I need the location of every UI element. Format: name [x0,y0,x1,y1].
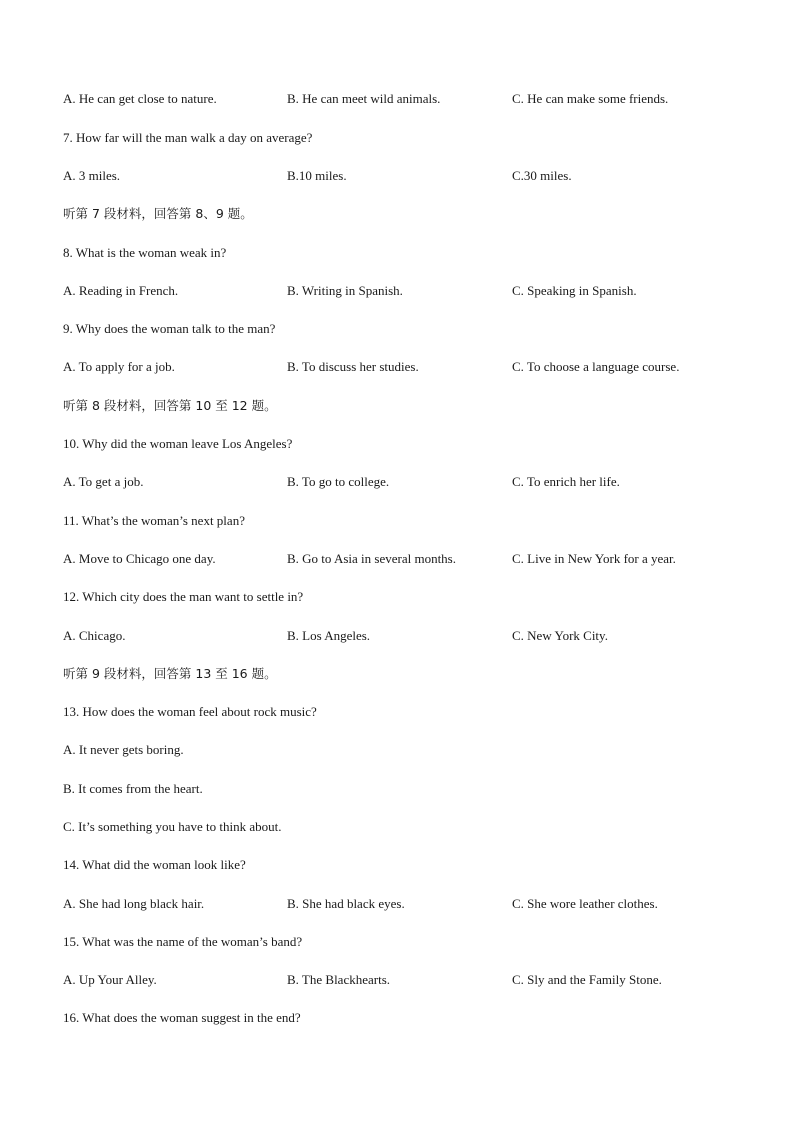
option-c: C. He can make some friends. [512,91,669,106]
question-text: 9. Why does the woman talk to the man? [63,321,276,336]
option-a: A. She had long black hair. [63,896,205,911]
question-text: 14. What did the woman look like? [63,857,246,872]
option-line: A. It never gets boring. [63,742,184,757]
question-text: 15. What was the name of the woman’s band? [63,934,303,949]
option-c: C. To choose a language course. [512,359,680,374]
option-a: A. Move to Chicago one day. [63,551,216,566]
option-a: A. Chicago. [63,628,126,643]
question-text: 16. What does the woman suggest in the end? [63,1010,301,1025]
section-heading: 听第 9 段材料，回答第 13 至 16 题。 [63,666,277,681]
option-a: A. Up Your Alley. [63,972,157,987]
option-b: B. Los Angeles. [287,628,371,643]
option-a: A. 3 miles. [63,168,121,183]
question-text: 13. How does the woman feel about rock music? [63,704,317,719]
option-b: B. Go to Asia in several months. [287,551,456,566]
option-b: B. He can meet wild animals. [287,91,441,106]
option-c: C. She wore leather clothes. [512,896,658,911]
option-c: C. Speaking in Spanish. [512,283,637,298]
section-heading: 听第 7 段材料，回答第 8、9 题。 [63,206,253,221]
option-a: A. He can get close to nature. [63,91,217,106]
question-text: 11. What’s the woman’s next plan? [63,513,245,528]
option-a: A. To apply for a job. [63,359,175,374]
question-text: 7. How far will the man walk a day on average? [63,130,313,145]
option-b: B. The Blackhearts. [287,972,391,987]
option-b: B. She had black eyes. [287,896,405,911]
section-heading: 听第 8 段材料，回答第 10 至 12 题。 [63,398,277,413]
option-c: C. New York City. [512,628,608,643]
option-a: A. Reading in French. [63,283,179,298]
option-line: C. It’s something you have to think about. [63,819,282,834]
question-text: 10. Why did the woman leave Los Angeles? [63,436,293,451]
option-b: B. To go to college. [287,474,390,489]
option-b: B. Writing in Spanish. [287,283,403,298]
option-line: B. It comes from the heart. [63,781,203,796]
question-text: 8. What is the woman weak in? [63,245,227,260]
option-c: C. Live in New York for a year. [512,551,676,566]
question-text: 12. Which city does the man want to settle in? [63,589,304,604]
option-b: B.10 miles. [287,168,347,183]
option-a: A. To get a job. [63,474,144,489]
option-c: C. Sly and the Family Stone. [512,972,662,987]
option-c: C.30 miles. [512,168,572,183]
option-c: C. To enrich her life. [512,474,620,489]
option-b: B. To discuss her studies. [287,359,419,374]
